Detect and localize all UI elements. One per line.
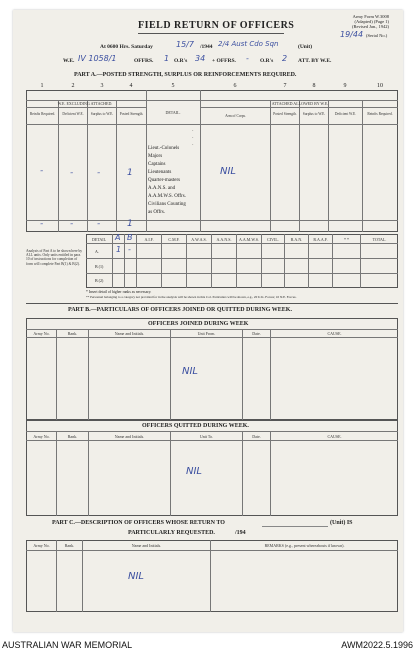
ors2-value: 2 [282, 54, 288, 63]
analysis-col-rule [284, 234, 285, 288]
total-value: 1 [127, 219, 133, 229]
analysis-col-head: * * [344, 237, 349, 242]
analysis-col-rule [124, 234, 125, 288]
col-number: 3 [100, 83, 104, 89]
quitted-col-rule [270, 431, 271, 516]
part-a-col-rule [200, 90, 201, 232]
analysis-col-rule [261, 234, 262, 288]
analysis-row-label: A. [95, 249, 99, 254]
unit-value: 2/4 Aust Cdo Sqn [218, 40, 279, 48]
row-value: - [97, 168, 101, 178]
part-a-col-rule [362, 100, 363, 232]
title-underline [138, 33, 284, 34]
footer-archive: AUSTRALIAN WAR MEMORIAL [2, 640, 133, 650]
date-value: 15/7 [176, 40, 194, 49]
joined-col-rule [170, 329, 171, 420]
form-ref-line1: Army Form W.3008 [352, 14, 389, 19]
part-c-requested: PARTICULARLY REQUESTED. [128, 530, 215, 536]
col-number: 4 [129, 83, 133, 89]
col-head-surplus-att: Surplus to W.E. [302, 112, 326, 116]
analysis-rule [86, 243, 398, 244]
we-excl-label: W.E. EXCLUDING ATTACHED. [57, 101, 113, 106]
col-number: 6 [233, 83, 237, 89]
part-b-title: PART B.—PARTICULARS OF OFFICERS JOINED OR QUITTED DURING WEEK. [68, 307, 292, 313]
total-value: - [40, 219, 44, 229]
total-value: - [97, 219, 101, 229]
rank-item: Majors [148, 154, 163, 159]
analysis-col-rule [186, 234, 187, 288]
analysis-footnote2: ** Personnel belonging to a category not provided for in the analysis will be shown in this Col. Particulars will be shown, e.g., 20 U.K. Forces; 10 N.E. Forces. [86, 295, 297, 299]
col-head-reinfts: Reinfts Required. [29, 112, 56, 116]
detail-label: DETAIL. [165, 110, 181, 115]
rank-item: Quarter-masters [148, 178, 181, 183]
analysis-col-rule [136, 234, 137, 288]
quitted-col-head: Army No. [33, 434, 50, 439]
analysis-col-head: A.I.F. [144, 237, 154, 242]
part-c-col-rule [56, 540, 57, 612]
quitted-col-rule [170, 431, 171, 516]
offrs2-value: - [246, 54, 249, 63]
col-head-surplus: Surplus to W.E. [90, 112, 114, 116]
analysis-col-head: R.A.N. [290, 237, 303, 242]
joined-col-rule [242, 329, 243, 420]
dot-markers: · · · [192, 129, 194, 148]
total-value: - [70, 219, 74, 229]
quitted-rule [26, 431, 398, 432]
attached-allowed-label: ATTACHED ALLOWED BY W.E. [271, 101, 329, 106]
rank-item: A.A.M.W.S. Offrs. [148, 194, 186, 199]
col-number: 8 [312, 83, 316, 89]
form-title: FIELD RETURN OF OFFICERS [138, 20, 295, 31]
rank-item: Civilians Counting [148, 202, 186, 207]
quitted-col-rule [242, 431, 243, 516]
joined-col-head: CAUSE. [327, 331, 342, 336]
part-a-title: PART A.—POSTED STRENGTH, SURPLUS OR REINFORCEMENTS REQUIRED. [74, 72, 297, 78]
row-value: - [40, 166, 44, 176]
quitted-col-head: Date. [252, 434, 261, 439]
part-c-col-head: Army No. [33, 543, 50, 548]
row-value: - [70, 168, 74, 178]
analysis-col-rule [360, 234, 361, 288]
att-label: ATT. BY W.E. [298, 58, 332, 64]
part-c-nil: NIL [128, 571, 145, 582]
joined-rule [26, 329, 398, 330]
quitted-nil: NIL [186, 466, 203, 477]
rank-item: Lieutenants [148, 170, 172, 175]
col-number: 10 [377, 83, 383, 89]
part-a-col-rule [58, 100, 59, 232]
offrs2-label: + OFFRS. [212, 58, 236, 64]
col-number: 2 [71, 83, 75, 89]
part-a-col-rule [328, 100, 329, 232]
offrs-label: OFFRS. [134, 58, 154, 64]
part-c-unit-is: (Unit) IS [330, 520, 353, 526]
analysis-col-head: C.M.F. [168, 237, 180, 242]
analysis-col-rule [236, 234, 237, 288]
quitted-title: OFFICERS QUITTED DURING WEEK. [142, 423, 249, 429]
rank-item: Lieut.-Colonels [148, 146, 180, 151]
analysis-col-rule [112, 234, 113, 288]
row-value: 1 [127, 168, 133, 178]
analysis-col-head: R.A.A.F. [313, 237, 328, 242]
joined-col-head: Name and Initials. [114, 331, 145, 336]
joined-col-rule [88, 329, 89, 420]
quitted-col-head: Name and Initials. [114, 434, 145, 439]
part-c-date: /194 [235, 530, 246, 536]
part-a-total-rule [26, 220, 398, 221]
joined-col-head: Army No. [33, 331, 50, 336]
we-label: W.E. [63, 58, 75, 64]
part-a-col-rule [87, 100, 88, 232]
col-head-arm: Arm of Corps. [225, 114, 246, 118]
joined-nil: NIL [182, 366, 199, 377]
col-head-reinfts-att: Reinfts Required. [367, 112, 393, 116]
part-a-col-rule [146, 90, 147, 232]
analysis-detail: DETAIL [91, 237, 107, 242]
col-head-deficient: Deficient W.E. [62, 112, 84, 116]
we-value: IV 1058/1 [78, 54, 117, 63]
analysis-col-rule [332, 234, 333, 288]
quitted-rule [26, 440, 398, 441]
part-c-col-head: Rank. [64, 543, 75, 548]
analysis-col-rule [308, 234, 309, 288]
at-hrs-label: At 0600 Hrs. Saturday [100, 44, 153, 50]
part-c-title: PART C.—DESCRIPTION OF OFFICERS WHOSE RETURN TO [52, 520, 225, 526]
joined-col-head: Date. [252, 331, 261, 336]
analysis-col-head: A.A.M.W.S. [239, 237, 259, 242]
form-ref-line2: (Adapted) (Page 1) [354, 19, 389, 24]
part-a-col-rule [299, 100, 300, 232]
part-a-col-rule [116, 100, 117, 232]
analysis-col-b: B [127, 233, 133, 242]
offrs-value: 1 [164, 54, 170, 63]
form-ref [352, 14, 389, 29]
part-a-rule [26, 107, 146, 108]
joined-title: OFFICERS JOINED DURING WEEK [148, 321, 249, 327]
part-b-top-rule [26, 303, 398, 304]
ors-value: 34 [195, 54, 206, 63]
serial-number-value: 19/44 [340, 30, 364, 39]
rank-item: Captains [148, 162, 166, 167]
analysis-row-label: B (2) [95, 278, 104, 283]
part-c-col-head: REMARKS (e.g., present whereabouts if known). [264, 543, 345, 548]
col-number: 5 [171, 83, 175, 89]
footer-accession: AWM2022.5.1996 [341, 640, 413, 650]
analysis-rule [86, 273, 398, 274]
unit-label: (Unit) [298, 44, 313, 50]
col-number: 1 [40, 83, 44, 89]
ranks-list [148, 145, 186, 217]
col-number: 9 [343, 83, 347, 89]
analysis-a-value: 1 [116, 245, 122, 254]
col-head-posted: Posted Strength. [119, 112, 144, 116]
rank-item: A.A.N.S. and [148, 186, 176, 191]
col-head-posted-att: Posted Strength. [273, 112, 297, 116]
part-a-nil: NIL [220, 166, 237, 177]
analysis-col-a: A [115, 233, 121, 242]
analysis-col-head: A.A.N.S. [216, 237, 232, 242]
analysis-row-label: B (1) [95, 264, 104, 269]
part-c-col-rule [210, 540, 211, 612]
col-number: 7 [283, 83, 287, 89]
part-a-rule [26, 124, 398, 125]
quitted-col-rule [88, 431, 89, 516]
year-label: /1944 [200, 44, 213, 50]
part-c-unit-blank [262, 526, 328, 527]
part-c-col-rule [82, 540, 83, 612]
serial-label: (Serial No.) [366, 33, 388, 38]
col-head-deficient-att: Deficient W.E. [334, 112, 357, 116]
analysis-rule [86, 258, 398, 259]
joined-rule [26, 337, 398, 338]
joined-col-head: Rank. [67, 331, 78, 336]
part-a-col-rule [270, 100, 271, 232]
analysis-note: Analysis of Part A to be shown here by ALL units. Only units entitled in para. 10 of instructions for completion of form will complete Part B(1) & B(2). [26, 249, 83, 266]
quitted-col-head: Unit To. [199, 434, 214, 439]
analysis-col-rule [161, 234, 162, 288]
quitted-col-head: Rank. [67, 434, 78, 439]
analysis-col-head: TOTAL. [372, 237, 387, 242]
part-c-col-head: Name and Initials. [131, 543, 162, 548]
joined-col-rule [270, 329, 271, 420]
joined-col-rule [56, 329, 57, 420]
analysis-footnote1: * Insert detail of higher ranks as necessary. [86, 290, 152, 294]
analysis-a-value: - [128, 245, 131, 254]
joined-col-head: Unit From. [197, 331, 216, 336]
ors-label: O.R's [174, 58, 188, 64]
analysis-col-head: A.W.A.S. [191, 237, 207, 242]
form-ref-line3: (Revised Jan., 1942) [352, 24, 389, 29]
rank-item: as Offrs. [148, 210, 166, 215]
analysis-col-rule [211, 234, 212, 288]
analysis-col-head: CIVIL. [267, 237, 279, 242]
quitted-col-rule [56, 431, 57, 516]
quitted-col-head: CAUSE. [327, 434, 342, 439]
ors2-label: O.R's [260, 58, 274, 64]
